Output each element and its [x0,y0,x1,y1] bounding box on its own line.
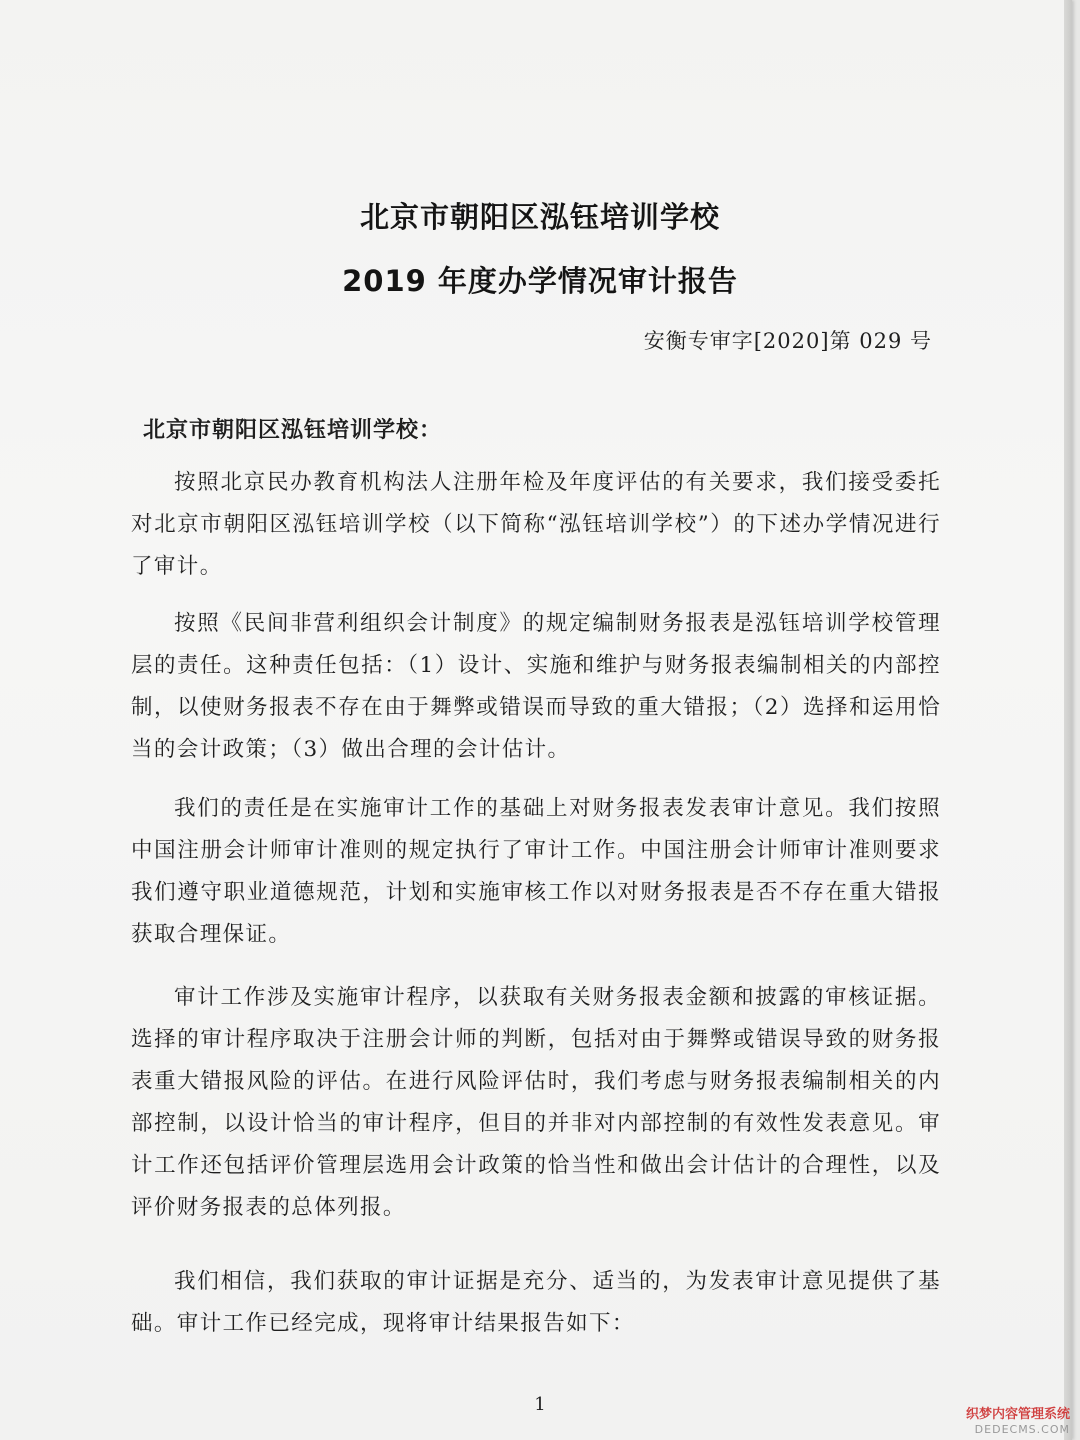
paragraph-engagement: 按照北京民办教育机构法人注册年检及年度评估的有关要求，我们接受委托对北京市朝阳区泓钰培训学校（以下简称“泓钰培训学校”）的下述办学情况进行了审计。 [131,470,941,579]
watermark-domain: DEDECMS.COM [974,1422,1070,1436]
watermark-logo [966,1407,1070,1436]
watermark-text: 织梦内容管理系统 [965,1407,1070,1423]
document-number: 安衡专审字[2020]第 029 号 [643,329,932,353]
paragraph-auditor-responsibility: 我们的责任是在实施审计工作的基础上对财务报表发表审计意见。我们按照中国注册会计师审计准则的规定执行了审计工作。中国注册会计师审计准则要求我们遵守职业道德规范，计划和实施审核工作以对财务报表是否不存在重大错报获取合理保证。 [131,796,941,947]
document-title-school: 北京市朝阳区泓钰培训学校 [359,200,720,234]
document-title-report: 2019 年度办学情况审计报告 [342,264,738,298]
paragraph-audit-procedures: 审计工作涉及实施审计程序，以获取有关财务报表金额和披露的审核证据。选择的审计程序取决于注册会计师的判断，包括对由于舞弊或错误导致的财务报表重大错报风险的评估。在进行风险评估时，我们考虑与财务报表编制相关的内部控制，以设计恰当的审计程序，但目的并非对内部控制的有效性发表意见。审计工作还包括评价管理层选用会计政策的恰当性和做出会计估计的合理性，以及评价财务报表的总体列报。 [131,985,941,1220]
paragraph-conclusion: 我们相信，我们获取的审计证据是充分、适当的，为发表审计意见提供了基础。审计工作已经完成，现将审计结果报告如下： [131,1269,941,1336]
page-number: 1 [534,1394,546,1415]
addressee: 北京市朝阳区泓钰培训学校： [143,418,443,443]
paragraph-management-responsibility: 按照《民间非营利组织会计制度》的规定编制财务报表是泓钰培训学校管理层的责任。这种责任包括：（1）设计、实施和维护与财务报表编制相关的内部控制，以使财务报表不存在由于舞弊或错误而导致的重大错报；（2）选择和运用恰当的会计政策；（3）做出合理的会计估计。 [131,611,941,762]
